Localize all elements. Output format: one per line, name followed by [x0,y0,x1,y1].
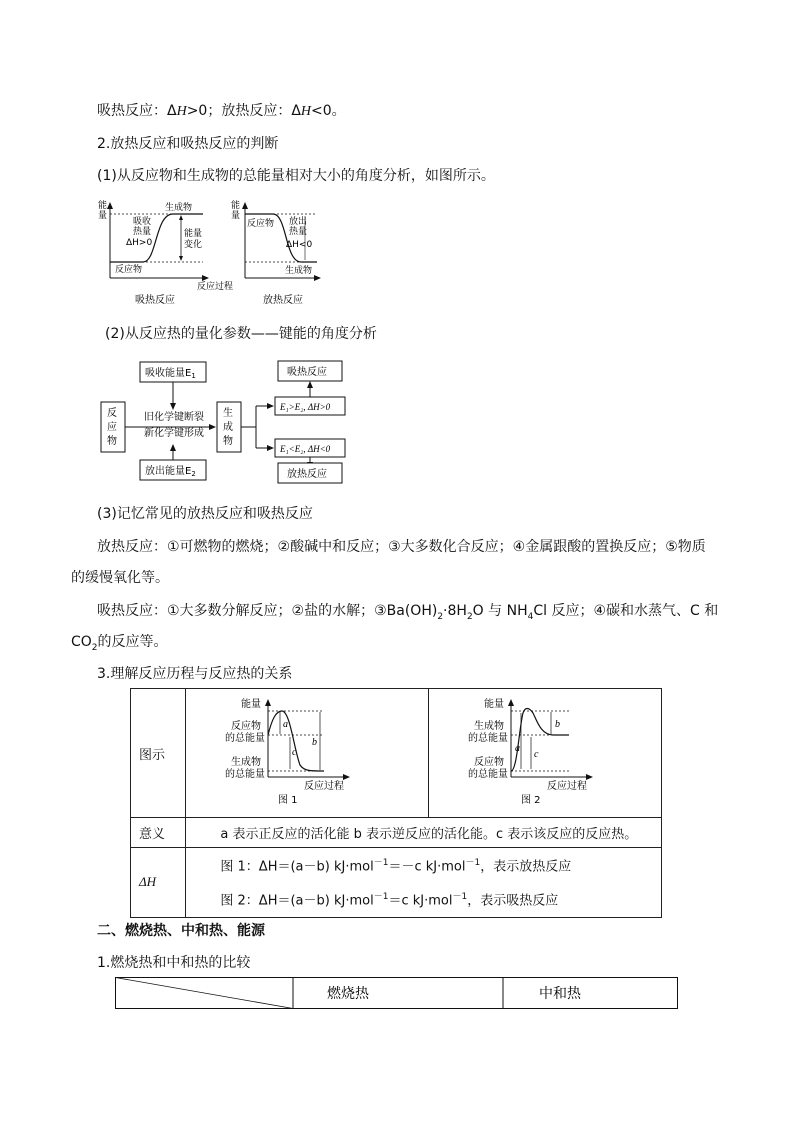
fig2-cell [429,689,662,818]
bond-energy-diagram [100,356,350,486]
fig2-p2: 的总能量 [468,733,508,744]
exo-list-line2: 的缓慢氧化等。 [71,570,169,586]
endothermic-diagram [98,199,209,306]
intro-h-1: H [176,104,187,119]
section-two-sub1: 1.燃烧热和中和热的比较 [97,955,251,971]
fig1-cell [186,689,429,818]
product-char-3: 物 [223,436,233,447]
section2-sub1: (1)从反应物和生成物的总能量相对大小的角度分析，如图所示。 [97,168,495,184]
form-label: 新化学键形成 [144,428,204,439]
endo-result-label: 吸热反应 [287,367,327,378]
absorb-label: 吸收能量$E_1$ [145,368,196,380]
fig1-r2: 的总能量 [225,733,266,744]
fig1-c: c [292,747,297,758]
fig1-yaxis: 能量 [241,699,262,710]
left-yaxis-1: 能 [98,201,108,211]
right-caption: 放热反应 [263,295,303,306]
row3-label: ΔH [139,874,157,890]
fig1-caption: 图 1 [278,795,298,806]
break-label: 旧化学键断裂 [144,412,204,423]
fig1-r1: 反应物 [231,721,262,732]
row2-label-cell [131,818,186,848]
left-product-label: 生成物 [165,203,193,213]
section2-heading: 2.放热反应和吸热反应的判断 [97,136,279,152]
fig1-xaxis: 反应过程 [304,781,345,792]
section2-sub2: (2)从反应热的量化参数——键能的角度分析 [105,326,377,342]
meaning-cell [186,818,662,848]
right-release-2: 热量 [289,227,308,237]
left-change-1: 能量 [184,229,203,239]
left-absorb-2: 热量 [133,227,152,237]
reactant-char-2: 应 [107,422,117,433]
dh-cell [186,848,662,918]
row2-label: 意义 [139,827,166,842]
fig2-r1: 反应物 [474,757,504,768]
cond2-label: E₁<E₂, ΔH<0 [280,444,331,454]
fig2-yaxis: 能量 [484,699,504,710]
right-yaxis-1: 能 [231,201,241,211]
intro-text-1: 吸热反应：Δ [97,103,177,119]
right-reactant-label: 反应物 [247,219,275,229]
dh-line-1: 图 1：ΔH＝(a－b) kJ·mol$^{-1}$＝－c kJ·mol$^{-1}$，表示放热反应 [220,858,572,875]
section2-sub3: (3)记忆常见的放热反应和吸热反应 [97,506,313,522]
figure-2-diagram [429,689,661,813]
xaxis-label: 反应过程 [197,282,234,292]
fig2-p1: 生成物 [474,721,504,732]
section-two-heading: 二、燃烧热、中和热、能源 [97,923,265,939]
exo-result-label: 放热反应 [287,469,327,480]
energy-diagram-pair [95,196,325,312]
left-reactant-label: 反应物 [115,265,143,275]
dh-line-2: 图 2：ΔH＝(a－b) kJ·mol$^{-1}$＝c kJ·mol$^{-1}$，表示吸热反应 [220,892,559,909]
fig1-b: b [312,737,318,748]
fig2-c: c [534,749,539,760]
reactant-char-1: 反 [107,408,117,419]
intro-h-2: H [300,104,312,119]
release-label: 放出能量$E_2$ [145,466,196,478]
exo-list-line1: 放热反应：①可燃物的燃烧；②酸碱中和反应；③大多数化合反应；④金属跟酸的置换反应；⑤物质 [97,539,706,555]
endo-list-line2: $CO_2$的反应等。 [71,634,168,653]
fig2-a: a [515,743,520,754]
row1-label-cell [131,689,186,818]
left-absorb-1: 吸收 [133,217,152,227]
cond1-label: E₁>E₂, ΔH>0 [280,402,331,412]
intro-text-3: <0。 [311,103,346,119]
right-product-label: 生成物 [285,266,313,276]
fig2-b: b [555,719,560,730]
exothermic-diagram [231,199,321,306]
left-caption: 吸热反应 [135,295,175,306]
left-change-2: 变化 [184,240,203,250]
fig1-a: a [283,719,289,730]
left-yaxis-2: 量 [98,211,108,221]
right-dh: ΔH<0 [286,240,313,250]
col-neutral-heat: 中和热 [539,986,581,1002]
figure-1-diagram [186,689,426,813]
section3-heading: 3.理解反应历程与反应热的关系 [97,666,293,682]
row1-label: 图示 [139,747,166,763]
left-dh: ΔH>0 [126,238,153,248]
col-burn-heat: 燃烧热 [327,986,369,1002]
reactant-char-3: 物 [107,436,117,447]
fig1-p2: 的总能量 [225,769,266,780]
fig2-caption: 图 2 [521,795,541,806]
fig2-r2: 的总能量 [468,769,508,780]
right-release-1: 放出 [289,217,308,227]
product-char-2: 成 [223,422,233,433]
comparison-table-header [115,977,680,1011]
fig1-p1: 生成物 [231,757,262,768]
reaction-path-table [130,688,662,918]
fig2-xaxis: 反应过程 [547,781,587,792]
intro-text-2: >0；放热反应：Δ [186,103,301,119]
intro-line [97,101,346,122]
endo-list-line1: 吸热反应：①大多数分解反应；②盐的水解；$③Ba(OH)_2\cdot 8H_2O$ 与 $NH_4Cl$ 反应；④碳和水蒸气、C 和 [97,603,719,622]
right-yaxis-2: 量 [231,211,241,221]
product-char-1: 生 [223,408,233,419]
row3-label-cell [131,848,186,918]
meaning-text: a 表示正反应的活化能 b 表示逆反应的活化能。c 表示该反应的反应热。 [220,827,638,842]
